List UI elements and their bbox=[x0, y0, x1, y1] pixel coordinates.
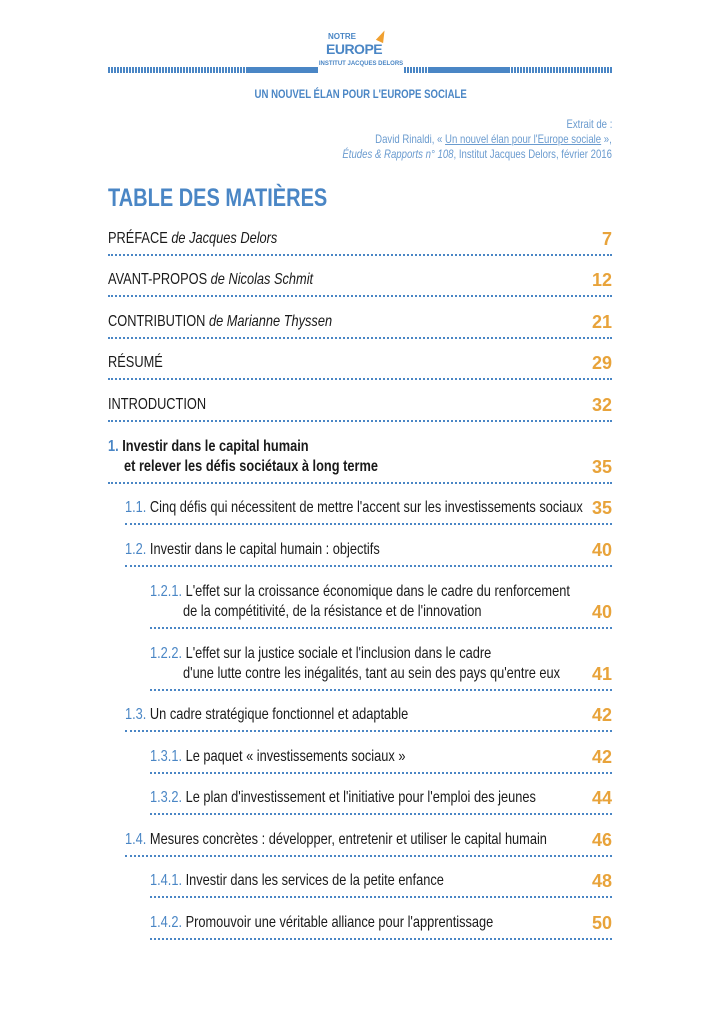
toc-entry-1-2-2[interactable]: 1.2.2. L'effet sur la justice sociale et l'inclusion dans le cadre d'une lutte contre les inégalités, tant au sein des pays qu'entre eux 41 bbox=[150, 629, 612, 691]
toc-entry-avant-propos[interactable]: AVANT-PROPOS de Nicolas Schmit 12 bbox=[108, 256, 612, 298]
page-header bbox=[108, 30, 612, 80]
toc-entry-1-4-1[interactable]: 1.4.1. Investir dans les services de la petite enfance 48 bbox=[150, 857, 612, 899]
toc-entry-1-3-2[interactable]: 1.3.2. Le plan d'investissement et l'initiative pour l'emploi des jeunes 44 bbox=[150, 774, 612, 816]
toc-title: TABLE DES MATIÈRES bbox=[108, 184, 328, 212]
table-of-contents bbox=[108, 214, 612, 940]
toc-entry-resume[interactable]: RÉSUMÉ 29 bbox=[108, 339, 612, 381]
toc-entry-1-1[interactable]: 1.1. Cinq défis qui nécessitent de mettre l'accent sur les investissements sociaux 35 bbox=[125, 484, 612, 526]
document-subtitle: UN NOUVEL ÉLAN POUR L'EUROPE SOCIALE bbox=[254, 87, 468, 101]
toc-entry-1-2[interactable]: 1.2. Investir dans le capital humain : objectifs 40 bbox=[125, 525, 612, 567]
toc-entry-1-3[interactable]: 1.3. Un cadre stratégique fonctionnel et adaptable 42 bbox=[125, 691, 612, 733]
header-rule-left-solid bbox=[248, 67, 318, 73]
toc-entry-preface[interactable]: PRÉFACE de Jacques Delors 7 bbox=[108, 214, 612, 256]
toc-entry-1-2-1[interactable]: 1.2.1. L'effet sur la croissance économique dans le cadre du renforcement de la compétitivité, de la résistance et de l'innovation 40 bbox=[150, 567, 612, 629]
toc-entry-introduction[interactable]: INTRODUCTION 32 bbox=[108, 380, 612, 422]
toc-entry-1-4-2[interactable]: 1.4.2. Promouvoir une véritable alliance pour l'apprentissage 50 bbox=[150, 898, 612, 940]
header-rule-mid bbox=[404, 67, 428, 73]
title-link[interactable]: Un nouvel élan pour l'Europe sociale bbox=[445, 132, 602, 146]
notre-europe-logo: NOTRE EUROPE INSTITUT JACQUES DELORS bbox=[318, 30, 404, 80]
toc-entry-contribution[interactable]: CONTRIBUTION de Marianne Thyssen 21 bbox=[108, 297, 612, 339]
header-rule-right bbox=[508, 67, 612, 73]
header-rule-right-solid bbox=[428, 67, 508, 73]
toc-entry-1-4[interactable]: 1.4. Mesures concrètes : développer, entretenir et utiliser le capital humain 46 bbox=[125, 815, 612, 857]
toc-entry-1[interactable]: 1. Investir dans le capital humain et relever les défis sociétaux à long terme 35 bbox=[108, 422, 612, 484]
extract-citation: Extrait de : David Rinaldi, « Un nouvel élan pour l'Europe sociale », Études & Rapports n° 108, Institut Jacques Delors, février 2016 bbox=[342, 117, 612, 161]
toc-entry-1-3-1[interactable]: 1.3.1. Le paquet « investissements sociaux » 42 bbox=[150, 732, 612, 774]
header-rule-left bbox=[108, 67, 248, 73]
